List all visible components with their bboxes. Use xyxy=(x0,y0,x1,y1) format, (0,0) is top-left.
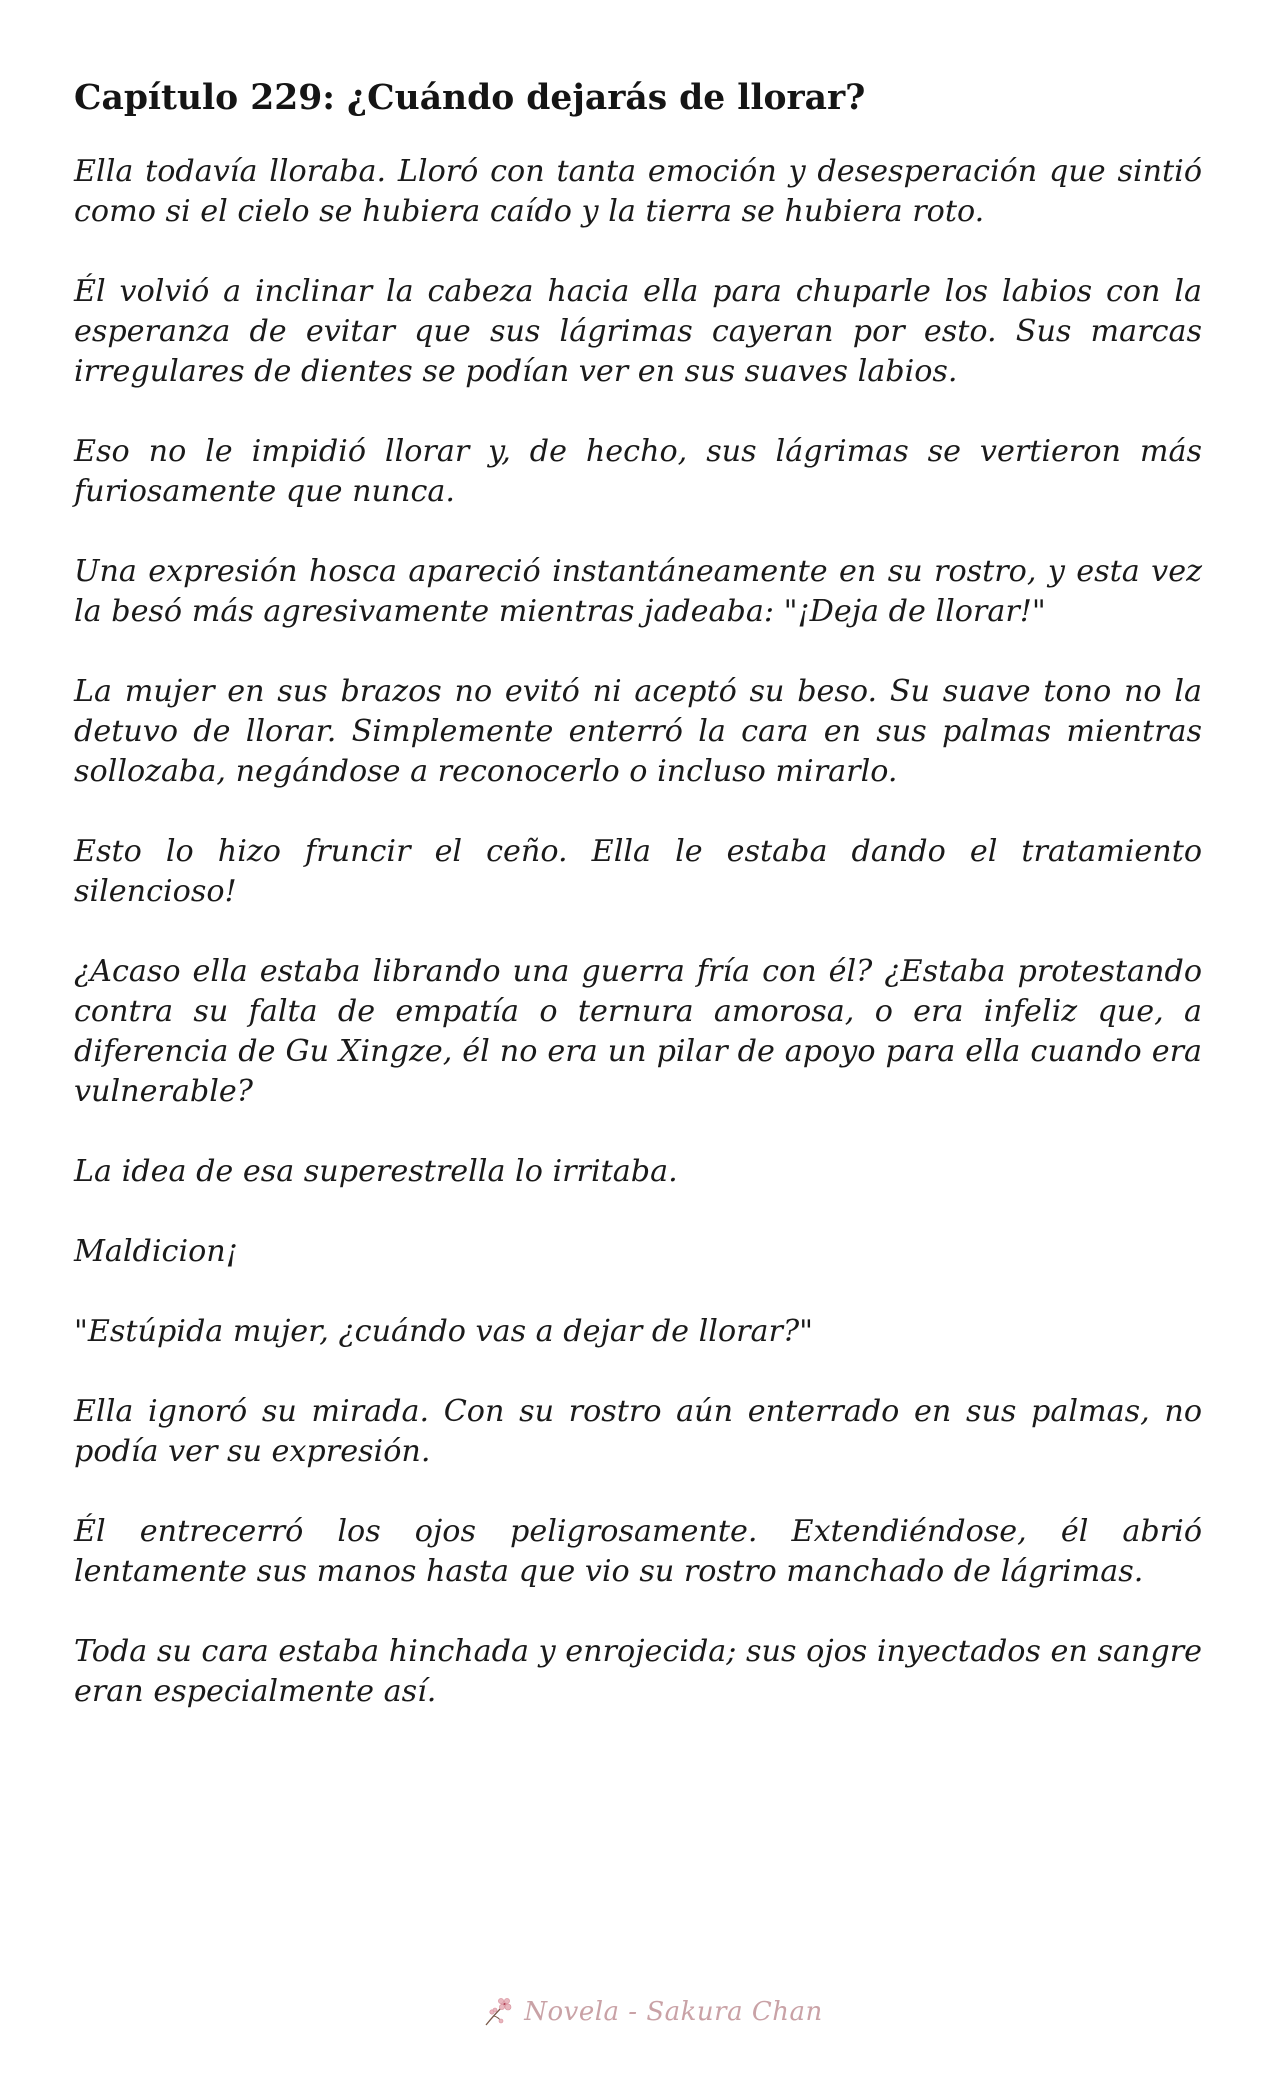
footer-text: Novela - Sakura Chan xyxy=(524,1997,823,2027)
paragraph: Él entrecerró los ojos peligrosamente. Extendiéndose, él abrió lentamente sus manos hasta que vio su rostro manchado de lágrimas. xyxy=(74,1514,1202,1589)
paragraph: Esto lo hizo fruncir el ceño. Ella le estaba dando el tratamiento silencioso! xyxy=(74,834,1202,909)
paragraph: "Estúpida mujer, ¿cuándo vas a dejar de llorar?" xyxy=(74,1314,814,1349)
footer-watermark xyxy=(0,1990,1275,2034)
paragraph: Maldicion¡ xyxy=(74,1234,238,1269)
paragraph: Toda su cara estaba hinchada y enrojecida; sus ojos inyectados en sangre eran especialmente así. xyxy=(74,1634,1202,1709)
document-page xyxy=(74,74,1202,1752)
paragraph: Eso no le impidió llorar y, de hecho, sus lágrimas se vertieron más furiosamente que nunca. xyxy=(74,434,1202,509)
paragraph: ¿Acaso ella estaba librando una guerra fría con él? ¿Estaba protestando contra su falta de empatía o ternura amorosa, o era infeliz que, a diferencia de Gu Xingze, él no era un pilar de apoyo para ella cuando era vulnerable? xyxy=(74,954,1202,1109)
paragraph: La mujer en sus brazos no evitó ni aceptó su beso. Su suave tono no la detuvo de llorar. Simplemente enterró la cara en sus palmas mientras sollozaba, negándose a reconocerlo o incluso mirarlo. xyxy=(74,674,1202,789)
paragraph: Él volvió a inclinar la cabeza hacia ella para chuparle los labios con la esperanza de evitar que sus lágrimas cayeran por esto. Sus marcas irregulares de dientes se podían ver en sus suaves labios. xyxy=(74,274,1202,389)
paragraph: La idea de esa superestrella lo irritaba. xyxy=(74,1154,678,1189)
footer-watermark-inner xyxy=(482,1995,823,2029)
paragraph: Una expresión hosca apareció instantáneamente en su rostro, y esta vez la besó más agresivamente mientras jadeaba: "¡Deja de llorar!" xyxy=(74,554,1202,629)
chapter-title: Capítulo 229: ¿Cuándo dejarás de llorar? xyxy=(74,78,866,118)
paragraph: Ella ignoró su mirada. Con su rostro aún enterrado en sus palmas, no podía ver su expresión. xyxy=(74,1394,1202,1469)
paragraph: Ella todavía lloraba. Lloró con tanta emoción y desesperación que sintió como si el cielo se hubiera caído y la tierra se hubiera roto. xyxy=(74,154,1202,229)
sakura-flower-icon xyxy=(482,1995,516,2029)
